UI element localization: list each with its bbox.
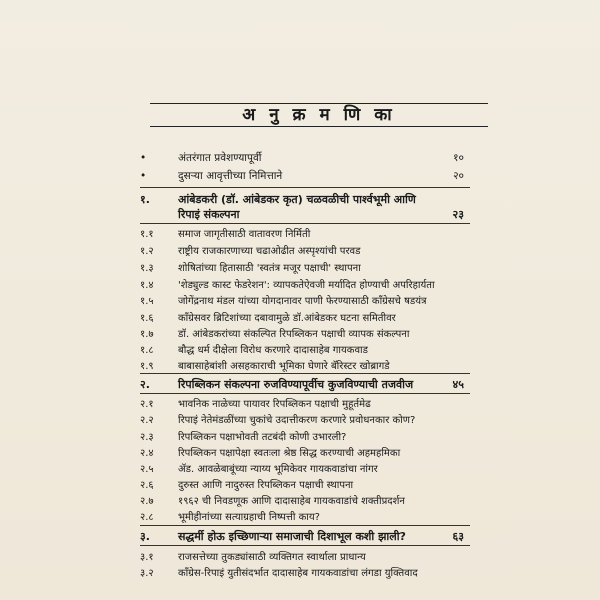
section-title: रिपब्लिकन पक्षापेक्षा स्वतःला श्रेष्ठ सिद्ध करण्याची अहमहमिका — [178, 448, 401, 459]
entry-title: दुसऱ्या आवृत्तीच्या निमित्ताने — [178, 170, 283, 182]
chapter-rule — [140, 373, 470, 374]
section-number: २.६ — [140, 480, 154, 491]
section-number: ३.२ — [140, 568, 154, 579]
section-title: रिपाइं नेतेमंडळींच्या चुकांचे उदात्तीकरण करणारे प्रवोधनकार कोण? — [178, 415, 416, 426]
chapter-rule — [140, 545, 470, 546]
section-title: जोगेंद्रनाथ मंडल यांच्या योगदानावर पाणी फेरण्यासाठी कॉंग्रेसचे षडयंत्र — [178, 296, 427, 307]
section-title: राष्ट्रीय राजकारणाच्या चढाओढीत अस्पृश्यांची परवड — [178, 246, 361, 257]
chapter-title: रिपब्लिकन संकल्पना रुजविण्यापूर्वीच कुजविण्याची तजवीज — [178, 378, 414, 391]
section-title: ॲड. आवळेबाबूंच्या न्याय्य भूमिकेवर गायकवाडांचा नांगर — [178, 464, 378, 475]
entry-title: अंतरंगात प्रवेशण्यापूर्वी — [178, 152, 262, 164]
section-number: १.३ — [140, 263, 154, 274]
chapter-rule — [140, 393, 470, 394]
section-number: १.८ — [140, 345, 154, 356]
entry-bullet: • — [140, 170, 147, 182]
section-title: १९६२ ची निवडणूक आणि दादासाहेब गायकवाडांचे शक्तीप्रदर्शन — [178, 496, 405, 507]
section-number: १.७ — [140, 329, 154, 340]
section-title: भूमीहीनांच्या सत्याग्रहाची निष्पत्ती काय? — [178, 512, 320, 523]
toc-heading: अ नु क्र म णि का — [150, 103, 488, 127]
section-title: भावनिक नाळेच्या पायावर रिपब्लिकन पक्षाची मुहूर्तमेढ — [178, 399, 371, 410]
chapter-title: सद्धर्मी होऊ इच्छिणाऱ्या समाजाची दिशाभूल कशी झाली? — [178, 530, 406, 543]
chapter-rule — [140, 187, 470, 188]
section-number: २.८ — [140, 512, 154, 523]
section-number: २.४ — [140, 448, 154, 459]
entry-page: २० — [453, 170, 464, 182]
entry-bullet: • — [140, 152, 147, 164]
section-number: १.४ — [140, 280, 154, 291]
chapter-number: ३. — [140, 530, 150, 543]
section-title: दुरुस्त आणि नादुरुस्त रिपब्लिकन पक्षाची स्थापना — [178, 480, 354, 491]
section-number: २.३ — [140, 432, 154, 443]
chapter-title-line2: रिपाइं संकल्पना — [178, 208, 240, 221]
section-title: 'शेड्युल्ड कास्ट फेडरेशन': व्यापकतेऐवजी मर्यादित होण्याची अपरिहार्यता — [178, 280, 435, 291]
chapter-page: ६३ — [452, 530, 464, 543]
section-title: समाज जागृतीसाठी वातावरण निर्मिती — [178, 229, 311, 240]
entry-page: १० — [453, 152, 464, 164]
section-number: १.२ — [140, 246, 154, 257]
chapter-rule — [140, 525, 470, 526]
chapter-rule — [140, 223, 470, 224]
chapter-title: आंबेडकरी (डॉ. आंबेडकर कृत) चळवळीची पार्श्वभूमी आणि — [178, 193, 416, 206]
section-title: बाबासाहेबांशी असहकाराची भूमिका घेणारे बॅरिस्टर खोब्रागडे — [178, 361, 390, 372]
chapter-number: १. — [140, 193, 150, 206]
section-number: २.५ — [140, 464, 154, 475]
section-number: २.७ — [140, 496, 154, 507]
chapter-number: २. — [140, 378, 150, 391]
section-number: १.६ — [140, 313, 154, 324]
chapter-page: ४५ — [452, 378, 464, 391]
section-title: शोषितांच्या हितासाठी 'स्वतंत्र मजूर पक्षाची' स्थापना — [178, 263, 361, 274]
section-title: डॉ. आंबेडकरांच्या संकल्पित रिपब्लिकन पक्षाची व्यापक संकल्पना — [178, 329, 410, 340]
section-title: बौद्ध धर्म दीक्षेला विरोध करणारे दादासाहेब गायकवाड — [178, 345, 368, 356]
section-number: २.२ — [140, 415, 154, 426]
section-number: २.१ — [140, 399, 154, 410]
section-title: कॉंग्रेस-रिपाइं युतीसंदर्भात दादासाहेब गायकवाडांचा लंगडा युक्तिवाद — [178, 568, 418, 579]
section-title: रिपब्लिकन पक्षाभोवती तटबंदी कोणी उभारली? — [178, 432, 347, 443]
section-number: १.९ — [140, 361, 154, 372]
section-number: १.१ — [140, 229, 154, 240]
section-number: ३.१ — [140, 552, 154, 563]
section-number: १.५ — [140, 296, 154, 307]
section-title: राजसत्तेच्या तुकड्यांसाठी व्यक्तिगत स्वार्थाला प्राधान्य — [178, 552, 366, 563]
chapter-page: २३ — [452, 208, 464, 221]
section-title: कॉंग्रेसवर ब्रिटिशांच्या दबावामुळे डॉ.आंबेडकर घटना समितीवर — [178, 313, 396, 324]
